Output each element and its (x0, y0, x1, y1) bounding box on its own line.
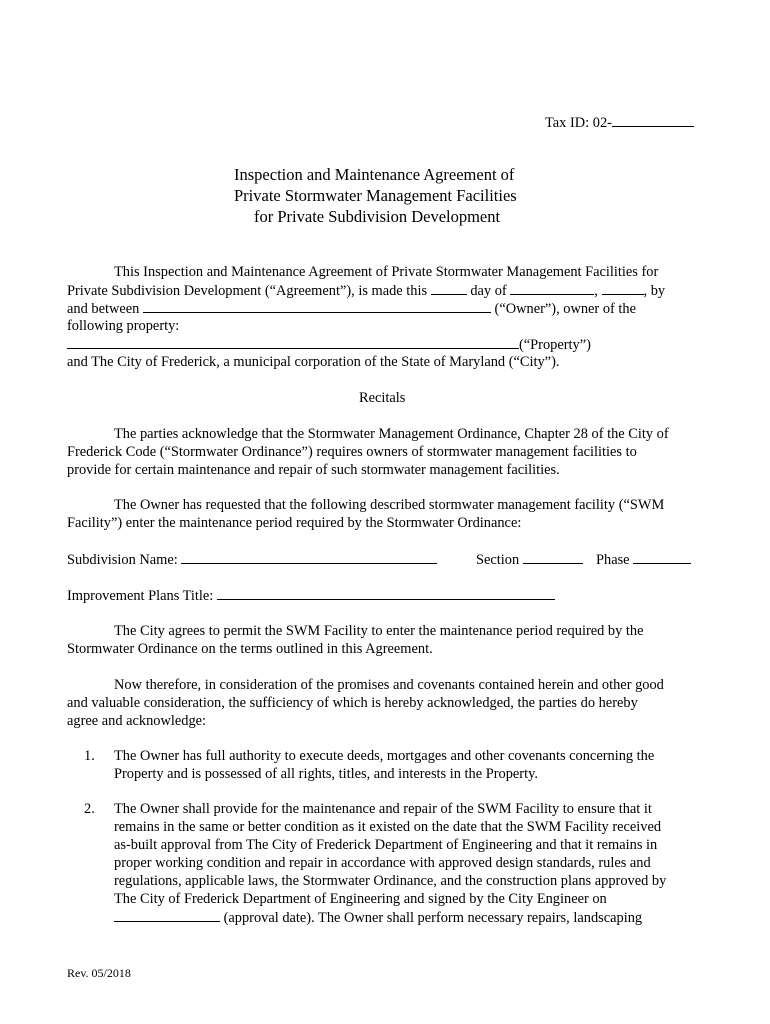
recital1-line-1: The parties acknowledge that the Stormwater Management Ordinance, Chapter 28 of the City of (114, 426, 669, 442)
recital3-line-1: The City agrees to permit the SWM Facility to enter the maintenance period required by the (114, 623, 644, 639)
recitals-heading: Recitals (359, 390, 406, 406)
improvement-plans-blank[interactable] (217, 586, 555, 600)
title-line-2: Private Stormwater Management Facilities (234, 186, 517, 205)
item1-line-1: The Owner has full authority to execute deeds, mortgages and other covenants concerning the (114, 748, 655, 764)
recital2-line-1: The Owner has requested that the following described stormwater management facility (“SWM (114, 497, 665, 513)
intro-text: , by (643, 283, 666, 299)
recital4-line-3: agree and acknowledge: (67, 713, 207, 729)
item2-line-7 (114, 908, 642, 927)
section-label: Section (476, 552, 520, 568)
section-field (476, 550, 583, 569)
recital1-line-3: provide for certain maintenance and repair of such stormwater management facilities. (67, 462, 560, 478)
item-number: 2. (84, 801, 95, 817)
subdivision-name-blank[interactable] (181, 550, 437, 564)
agreement-month-blank[interactable] (510, 281, 594, 295)
improvement-plans-field (67, 586, 555, 605)
intro-text: (“Property”) (519, 337, 591, 353)
recital1-line-2: Frederick Code (“Stormwater Ordinance”) requires owners of stormwater management facilities to (67, 444, 637, 460)
recital3-line-2: Stormwater Ordinance on the terms outlined in this Agreement. (67, 641, 433, 657)
revision-footer: Rev. 05/2018 (67, 966, 131, 980)
item2-line-3: as-built approval from The City of Frederick Department of Engineering and that it remains in (114, 837, 658, 853)
item2-text: (approval date). The Owner shall perform necessary repairs, landscaping (220, 910, 643, 926)
intro-line-5 (67, 335, 591, 354)
item1-line-2: Property and is possessed of all rights, titles, and interests in the Property. (114, 766, 538, 782)
subdivision-name-label: Subdivision Name: (67, 552, 178, 568)
agreement-day-blank[interactable] (431, 281, 467, 295)
title-line-1: Inspection and Maintenance Agreement of (234, 165, 515, 184)
intro-line-3 (67, 299, 636, 318)
intro-text: , (594, 283, 598, 299)
title-line-3: for Private Subdivision Development (254, 207, 501, 226)
subdivision-name-field (67, 550, 437, 569)
recital4-line-2: and valuable consideration, the sufficiency of which is hereby acknowledged, the parties do hereby (67, 695, 638, 711)
improvement-plans-label: Improvement Plans Title: (67, 588, 214, 604)
intro-line-2 (67, 281, 665, 300)
owner-name-blank[interactable] (143, 299, 491, 313)
tax-id-line (545, 113, 694, 132)
intro-line-4: following property: (67, 318, 180, 334)
item2-line-2: remains in the same or better condition as it existed on the date that the SWM Facility received (114, 819, 662, 835)
intro-text: Private Subdivision Development (“Agreement”), is made this (67, 283, 428, 299)
phase-label: Phase (596, 552, 630, 568)
phase-field (596, 550, 691, 569)
tax-id-label: Tax ID: 02- (545, 115, 612, 131)
agreement-year-blank[interactable] (602, 281, 644, 295)
intro-text: day of (470, 283, 507, 299)
intro-text: (“Owner”), owner of the (494, 301, 636, 317)
intro-line-1: This Inspection and Maintenance Agreement of Private Stormwater Management Facilities for (114, 264, 659, 280)
item2-line-4: proper working condition and repair in accordance with approved design standards, rules and (114, 855, 651, 871)
phase-blank[interactable] (633, 550, 691, 564)
section-blank[interactable] (523, 550, 583, 564)
intro-text: and between (67, 301, 140, 317)
intro-line-6: and The City of Frederick, a municipal corporation of the State of Maryland (“City”). (67, 354, 560, 370)
item2-line-1: The Owner shall provide for the maintenance and repair of the SWM Facility to ensure that it (114, 801, 652, 817)
tax-id-blank[interactable] (612, 113, 694, 127)
item-number: 1. (84, 748, 95, 764)
property-blank[interactable] (67, 335, 519, 349)
item2-line-6: The City of Frederick Department of Engineering and signed by the City Engineer on (114, 891, 607, 907)
recital2-line-2: Facility”) enter the maintenance period required by the Stormwater Ordinance: (67, 515, 522, 531)
recital4-line-1: Now therefore, in consideration of the promises and covenants contained herein and other good (114, 677, 664, 693)
item2-line-5: regulations, applicable laws, the Stormwater Ordinance, and the construction plans approved by (114, 873, 667, 889)
approval-date-blank[interactable] (114, 908, 220, 922)
